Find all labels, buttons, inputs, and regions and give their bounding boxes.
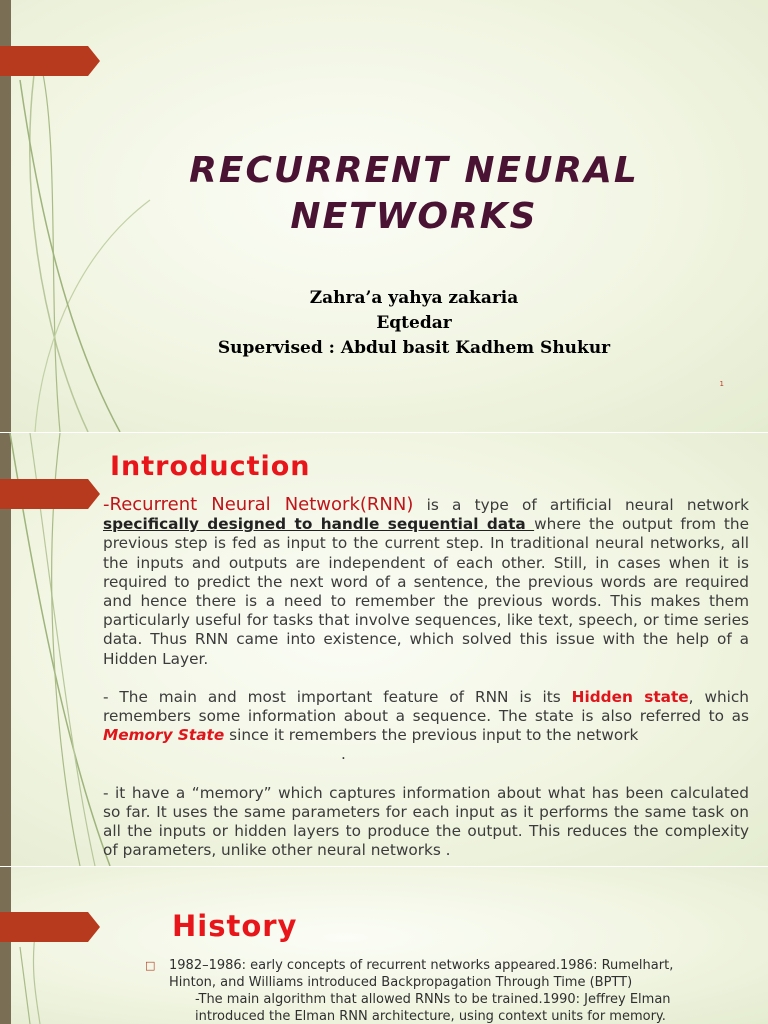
history-list bbox=[145, 957, 718, 1024]
list-item bbox=[145, 957, 718, 991]
title-slide bbox=[0, 0, 768, 432]
p1-text-a: is a type of artificial neural network bbox=[413, 496, 749, 514]
paragraph-2 bbox=[103, 688, 749, 746]
underlined-phrase: specifically designed to handle sequential data bbox=[103, 515, 535, 534]
section-heading: Introduction bbox=[110, 451, 311, 482]
square-bullet-icon: □ bbox=[145, 959, 156, 972]
history-slide bbox=[0, 867, 768, 1024]
introduction-slide bbox=[0, 433, 768, 866]
arrow-tab bbox=[0, 912, 100, 942]
paragraph-1 bbox=[103, 495, 749, 669]
p1-text-b: where the output from the previous step is fed as input to the current step. In traditional neural networks, all the inputs and outputs are independent of each other. Still, in cases when it is required to predict the next word of a sentence, the previous words are required and hence there is a need to remember the previous words. This makes them particularly useful for tasks that involve sequences, like text, speech, or time series data. Thus RNN came into existence, which solved this issue with the help of a Hidden Layer. bbox=[103, 515, 749, 668]
title-line-2: NETWORKS bbox=[290, 196, 538, 237]
arrow-tab bbox=[0, 46, 100, 76]
memory-state-term: Memory State bbox=[103, 726, 225, 745]
history-item-text: 1982–1986: early concepts of recurrent networks appeared.1986: Rumelhart, Hinton, and Williams introduced Backpropagation Through Time (BPTT) bbox=[169, 958, 674, 990]
page-number: 1 bbox=[719, 380, 724, 388]
slide-title bbox=[100, 148, 728, 240]
p2-text-a: - The main and most important feature of RNN is its bbox=[103, 687, 572, 706]
author-1: Zahra’a yahya zakaria bbox=[309, 288, 519, 308]
supervisor: Supervised : Abdul basit Kadhem Shukur bbox=[217, 338, 611, 358]
p2-text-b: , which remembers some information about a sequence. The state is also referred to as bbox=[103, 687, 750, 726]
rnn-lead-text: -Recurrent Neural Network(RNN) bbox=[103, 494, 414, 515]
author-2: Eqtedar bbox=[376, 313, 452, 333]
authors-block bbox=[100, 286, 728, 361]
arrow-tab bbox=[0, 479, 100, 509]
stray-dot: . bbox=[341, 745, 346, 764]
history-sub-item: -The main algorithm that allowed RNNs to be trained.1990: Jeffrey Elman introduced the Elman RNN architecture, using context units for memory. bbox=[195, 992, 671, 1024]
p2-text-c: since it remembers the previous input to the network bbox=[224, 726, 639, 745]
paragraph-3: - it have a “memory” which captures information about what has been calculated so far. It uses the same parameters for each input as it performs the same task on all the inputs or hidden layers to produce the output. This reduces the complexity of parameters, unlike other neural networks . bbox=[103, 783, 749, 860]
section-heading: History bbox=[172, 909, 298, 943]
introduction-body bbox=[103, 495, 749, 860]
title-line-1: RECURRENT NEURAL bbox=[189, 150, 639, 191]
hidden-state-term: Hidden state bbox=[571, 687, 689, 706]
